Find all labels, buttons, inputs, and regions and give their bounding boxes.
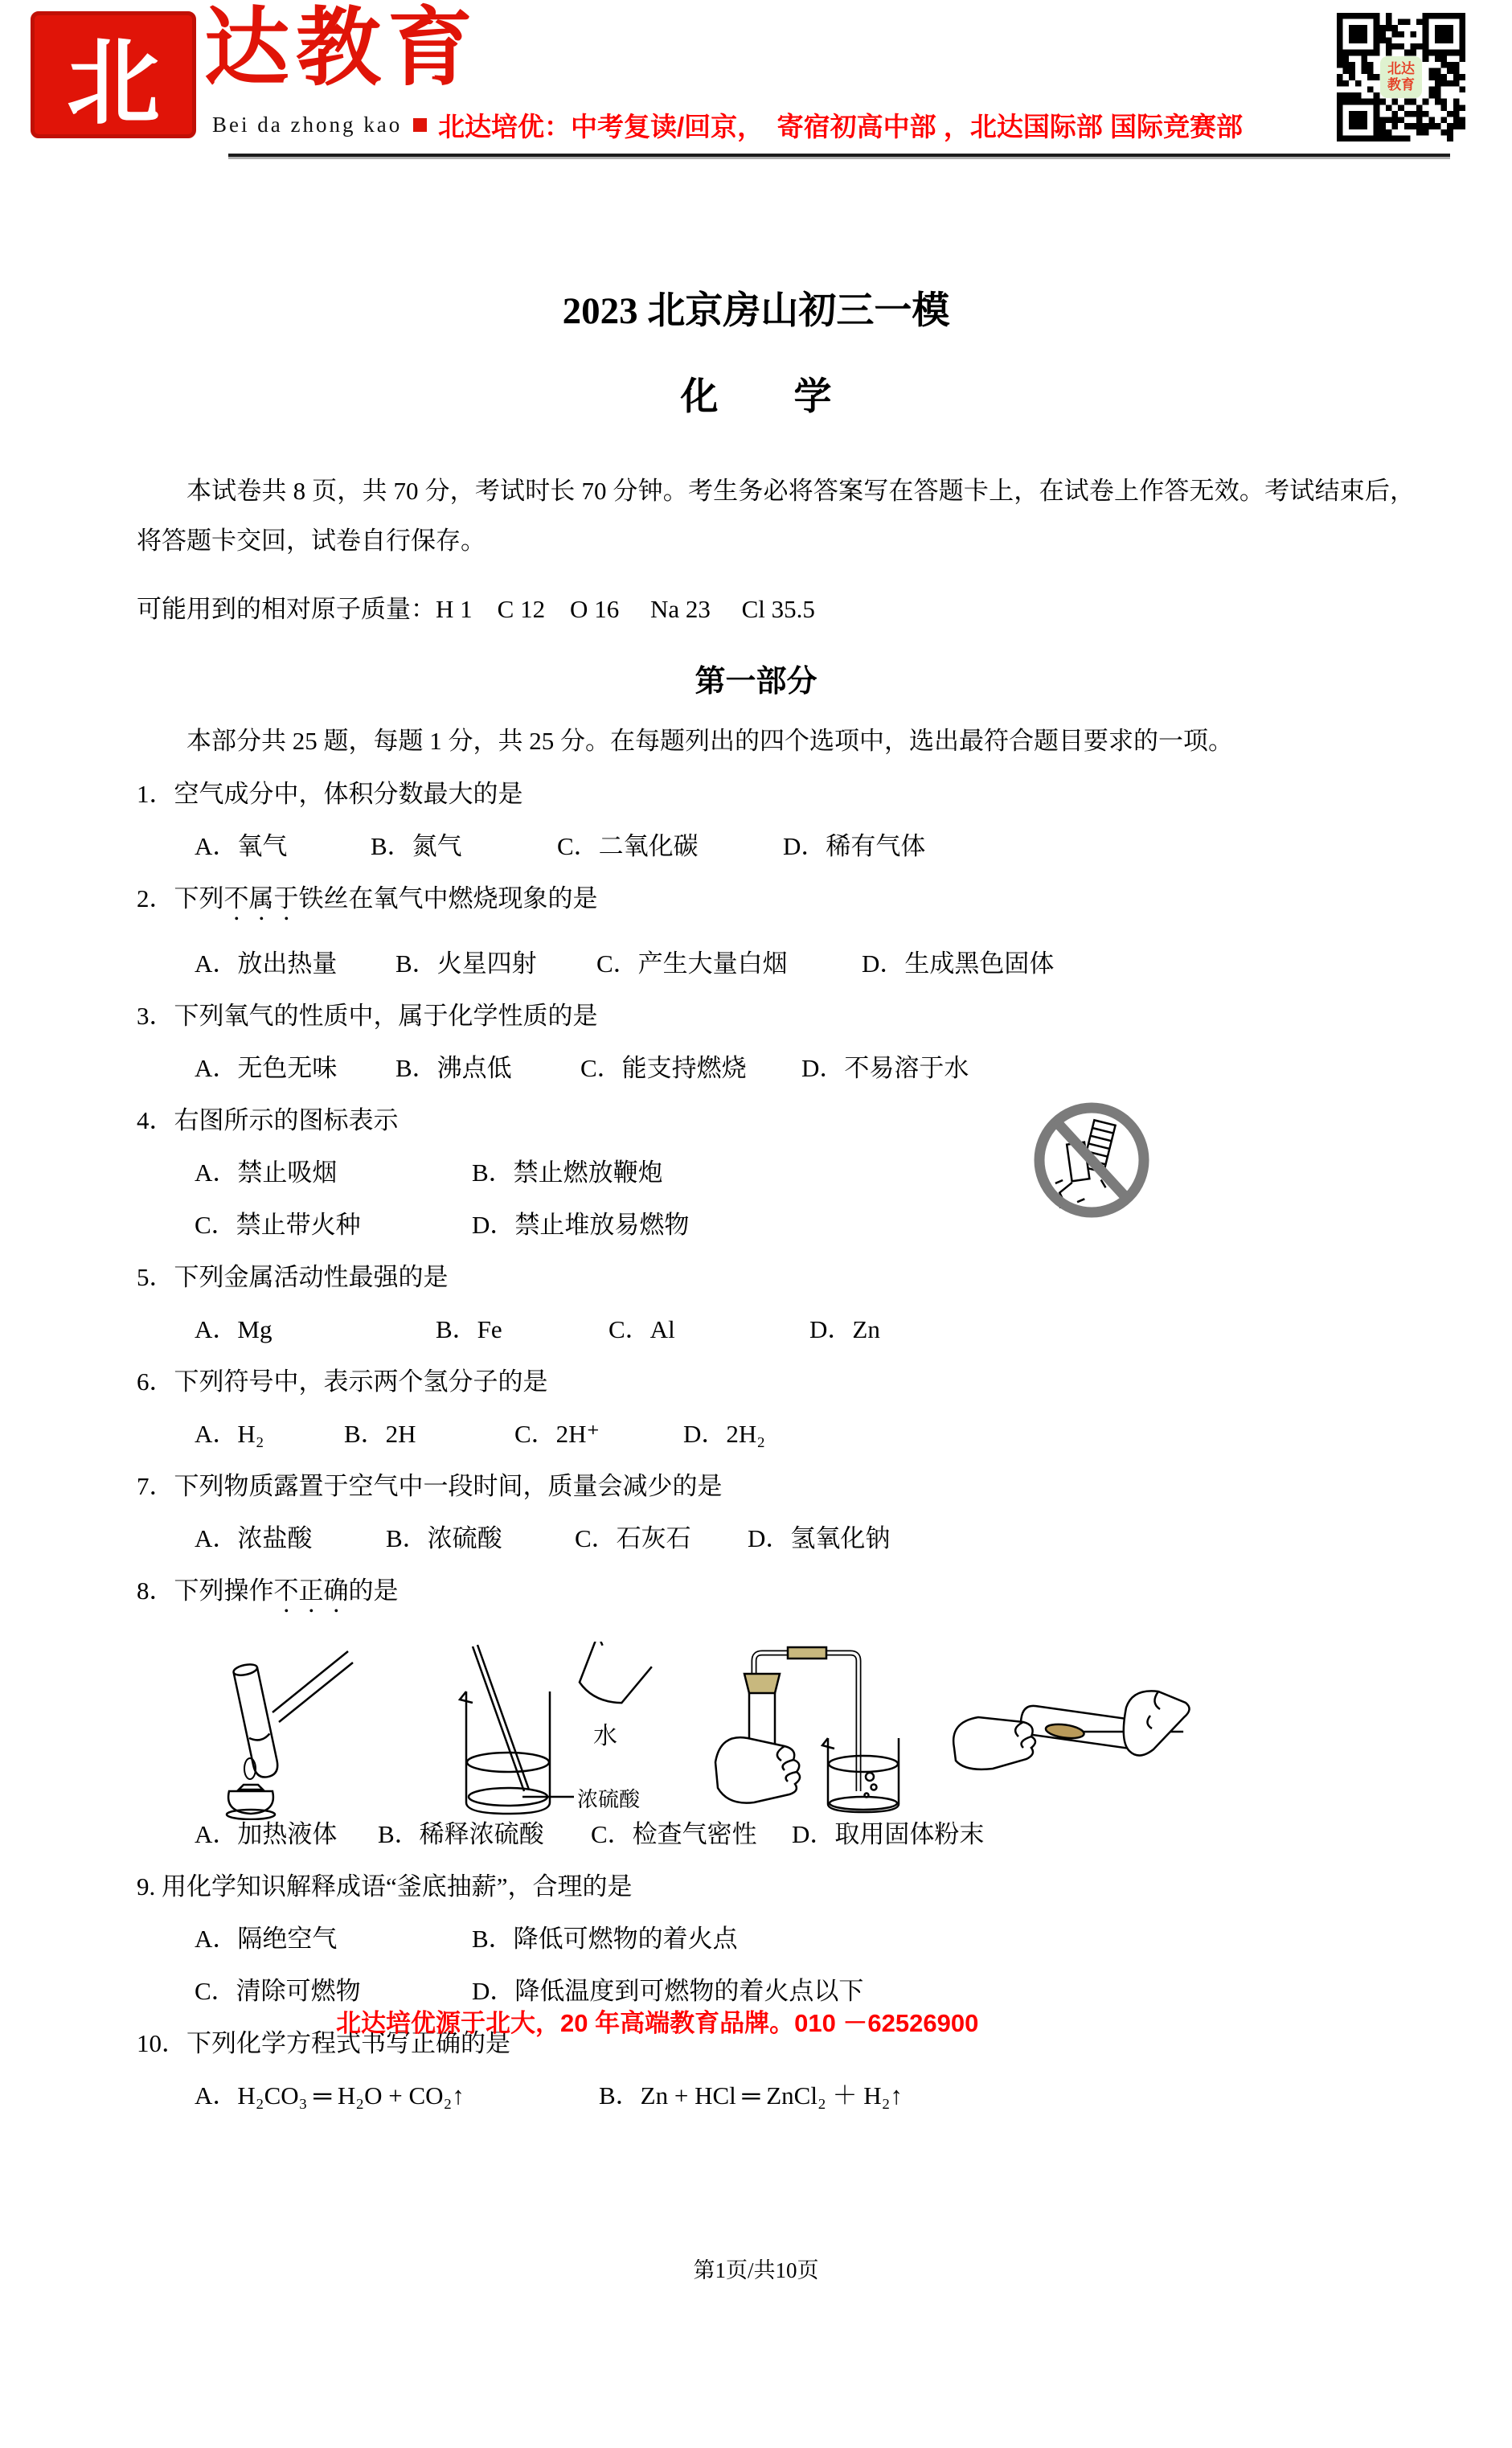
question-9-text: 用化学知识解释成语“釜底抽薪”，合理的是 bbox=[162, 1872, 633, 1901]
brand-subtitle bbox=[212, 113, 427, 137]
brand-seal-logo: 北 bbox=[31, 11, 196, 138]
question-3 bbox=[0, 1002, 1512, 1083]
page-title: 2023 北京房山初三一模 bbox=[562, 290, 950, 332]
option-b: B．火星四射 bbox=[395, 949, 537, 978]
question-6-stem bbox=[137, 1368, 1512, 1396]
option-a: A．H₂CO₃ ═ H₂O + CO₂↑ bbox=[195, 2081, 465, 2110]
question-10 bbox=[0, 2009, 1512, 2110]
question-8-figures bbox=[205, 1642, 1512, 1820]
question-8-text-emphasis: 不正确 bbox=[273, 1577, 349, 1605]
question-9-stem bbox=[137, 1872, 1512, 1901]
question-4-stem bbox=[137, 1106, 1512, 1135]
question-5-options bbox=[195, 1315, 1512, 1344]
option-c: C．产生大量白烟 bbox=[596, 949, 788, 978]
question-7-number: 7． bbox=[137, 1472, 174, 1500]
question-5-number: 5． bbox=[137, 1263, 174, 1291]
qr-label-line1: 北达 bbox=[1387, 61, 1415, 76]
question-7 bbox=[0, 1472, 1512, 1553]
exam-instructions: 本试卷共 8 页，共 70 分，考试时长 70 分钟。考生务必将答案写在答题卡上，在试卷上作答无效。考试结束后，将答题卡交回，试卷自行保存。 bbox=[137, 477, 1415, 555]
option-b: B．稀释浓硫酸 bbox=[378, 1820, 544, 1848]
question-1-text: 空气成分中，体积分数最大的是 bbox=[174, 780, 523, 808]
option-a: A．禁止吸烟 bbox=[195, 1158, 338, 1187]
qr-center-label bbox=[1380, 56, 1422, 98]
option-c: C．二氧化碳 bbox=[557, 832, 699, 860]
question-2-stem bbox=[137, 884, 1512, 926]
question-8-text-pre: 下列操作 bbox=[174, 1577, 274, 1605]
option-b: B．沸点低 bbox=[395, 1054, 512, 1082]
question-4-number: 4． bbox=[137, 1106, 174, 1134]
option-a: A．浓盐酸 bbox=[195, 1524, 313, 1552]
option-b: B．Fe bbox=[436, 1315, 502, 1343]
question-2-text-pre: 下列 bbox=[174, 884, 224, 912]
question-5 bbox=[0, 1263, 1512, 1344]
option-a: A．放出热量 bbox=[195, 949, 338, 978]
option-a: A．Mg bbox=[195, 1315, 272, 1343]
figure-airtightness-check bbox=[707, 1642, 908, 1824]
question-8-options bbox=[195, 1820, 1512, 1849]
option-b: B．Zn + HCl ═ ZnCl₂ ＋ H₂↑ bbox=[599, 2081, 903, 2110]
option-c: C．能支持燃烧 bbox=[580, 1054, 747, 1082]
question-7-stem bbox=[137, 1472, 1512, 1501]
figure-taking-powder bbox=[943, 1671, 1192, 1803]
question-8-stem bbox=[137, 1577, 1512, 1618]
option-c: C．禁止带火种 bbox=[195, 1211, 361, 1239]
option-b: B．浓硫酸 bbox=[386, 1524, 502, 1552]
option-d: D．不易溶于水 bbox=[801, 1054, 969, 1082]
part1-instruction: 本部分共 25 题，每题 1 分，共 25 分。在每题列出的四个选项中，选出最符合题目要求的一项。 bbox=[186, 727, 1233, 755]
option-d: D．生成黑色固体 bbox=[862, 949, 1055, 978]
question-7-options bbox=[195, 1524, 1512, 1553]
option-d: D．氢氧化钠 bbox=[748, 1524, 891, 1552]
question-10-number: 10． bbox=[137, 2029, 186, 2057]
question-9-options-row2 bbox=[195, 1977, 1512, 2006]
question-1-options bbox=[195, 832, 1512, 861]
question-1-stem bbox=[137, 780, 1512, 809]
question-7-text: 下列物质露置于空气中一段时间，质量会减少的是 bbox=[174, 1472, 723, 1500]
option-a: A．H₂ bbox=[195, 1420, 264, 1448]
question-6-number: 6． bbox=[137, 1368, 174, 1396]
part1-heading: 第一部分 bbox=[695, 665, 817, 699]
brand-name: 达教育 bbox=[204, 2, 479, 96]
header bbox=[0, 0, 1512, 161]
atomic-masses: 可能用到的相对原子质量：H 1 C 12 O 16 Na 23 Cl 35.5 bbox=[137, 595, 815, 623]
option-a: A．隔绝空气 bbox=[195, 1925, 338, 1953]
option-c: C．Al bbox=[608, 1315, 675, 1343]
option-b: B．氮气 bbox=[371, 832, 462, 860]
page-number: 第1页/共10页 bbox=[693, 2258, 819, 2282]
question-9 bbox=[0, 1872, 1512, 2006]
question-2-text-post: 铁丝在氧气中燃烧现象的是 bbox=[298, 884, 598, 912]
qr-label-line2: 教育 bbox=[1387, 77, 1415, 92]
header-rule bbox=[228, 154, 1450, 157]
figure-heating-liquid bbox=[205, 1642, 354, 1824]
question-3-number: 3． bbox=[137, 1002, 174, 1030]
question-4-text: 右图所示的图标表示 bbox=[174, 1106, 399, 1134]
option-b: B．禁止燃放鞭炮 bbox=[472, 1158, 663, 1187]
option-d: D．降低温度到可燃物的着火点以下 bbox=[472, 1977, 864, 2005]
option-d: D．禁止堆放易燃物 bbox=[472, 1211, 690, 1239]
option-c: C．检查气密性 bbox=[591, 1820, 757, 1848]
option-a: A．氧气 bbox=[195, 832, 288, 860]
option-c: C．石灰石 bbox=[575, 1524, 691, 1552]
figure-diluting-acid bbox=[444, 1642, 661, 1824]
question-2-number: 2． bbox=[137, 884, 174, 912]
question-4-options-row2 bbox=[195, 1211, 1512, 1240]
red-square-icon bbox=[413, 118, 427, 132]
question-10-options bbox=[195, 2081, 1512, 2110]
option-d: D．2H₂ bbox=[683, 1420, 766, 1448]
option-b: B．2H bbox=[344, 1420, 416, 1448]
option-a: A．加热液体 bbox=[195, 1820, 338, 1848]
header-tagline: 北达培优：中考复读/回京， 寄宿初高中部 ，北达国际部 国际竞赛部 bbox=[438, 112, 1244, 141]
ad-banner: 北达培优源于北大，20 年高端教育品牌。010 －62526900 bbox=[336, 2009, 979, 2037]
question-1-number: 1． bbox=[137, 780, 174, 808]
option-c: C．清除可燃物 bbox=[195, 1977, 361, 2005]
option-d: D．Zn bbox=[809, 1315, 880, 1343]
option-c: C．2H⁺ bbox=[514, 1420, 600, 1448]
question-10-text: 下列化学方程式书写正确的是 bbox=[186, 2029, 510, 2057]
question-8-number: 8． bbox=[137, 1577, 174, 1605]
option-b: B．降低可燃物的着火点 bbox=[472, 1925, 738, 1953]
option-d: D．取用固体粉末 bbox=[792, 1820, 985, 1848]
question-4-options-row1 bbox=[195, 1158, 1512, 1187]
brand-subtitle-text: Bei da zhong kao bbox=[212, 113, 403, 137]
question-9-options-row1 bbox=[195, 1925, 1512, 1954]
question-6 bbox=[0, 1368, 1512, 1449]
question-8-text-post: 的是 bbox=[348, 1577, 399, 1605]
question-2-options bbox=[195, 949, 1512, 978]
question-3-options bbox=[195, 1054, 1512, 1083]
water-label: 水 bbox=[593, 1723, 617, 1749]
subject-title: 化 学 bbox=[680, 376, 832, 418]
question-2-text-emphasis: 不属于 bbox=[223, 884, 299, 912]
question-6-text: 下列符号中，表示两个氢分子的是 bbox=[174, 1368, 548, 1396]
question-4 bbox=[0, 1106, 1512, 1240]
question-3-text: 下列氧气的性质中，属于化学性质的是 bbox=[174, 1002, 598, 1030]
option-a: A．无色无味 bbox=[195, 1054, 338, 1082]
question-9-number: 9. bbox=[137, 1872, 162, 1901]
no-fireworks-sign-icon bbox=[1031, 1097, 1152, 1224]
question-3-stem bbox=[137, 1002, 1512, 1031]
option-d: D．稀有气体 bbox=[783, 832, 926, 860]
question-6-options bbox=[195, 1420, 1512, 1449]
question-1 bbox=[0, 780, 1512, 861]
question-5-text: 下列金属活动性最强的是 bbox=[174, 1263, 449, 1291]
acid-label: 浓硫酸 bbox=[577, 1788, 641, 1811]
question-2 bbox=[0, 884, 1512, 978]
question-8 bbox=[0, 1577, 1512, 1849]
qr-code bbox=[1337, 13, 1465, 141]
question-5-stem bbox=[137, 1263, 1512, 1292]
